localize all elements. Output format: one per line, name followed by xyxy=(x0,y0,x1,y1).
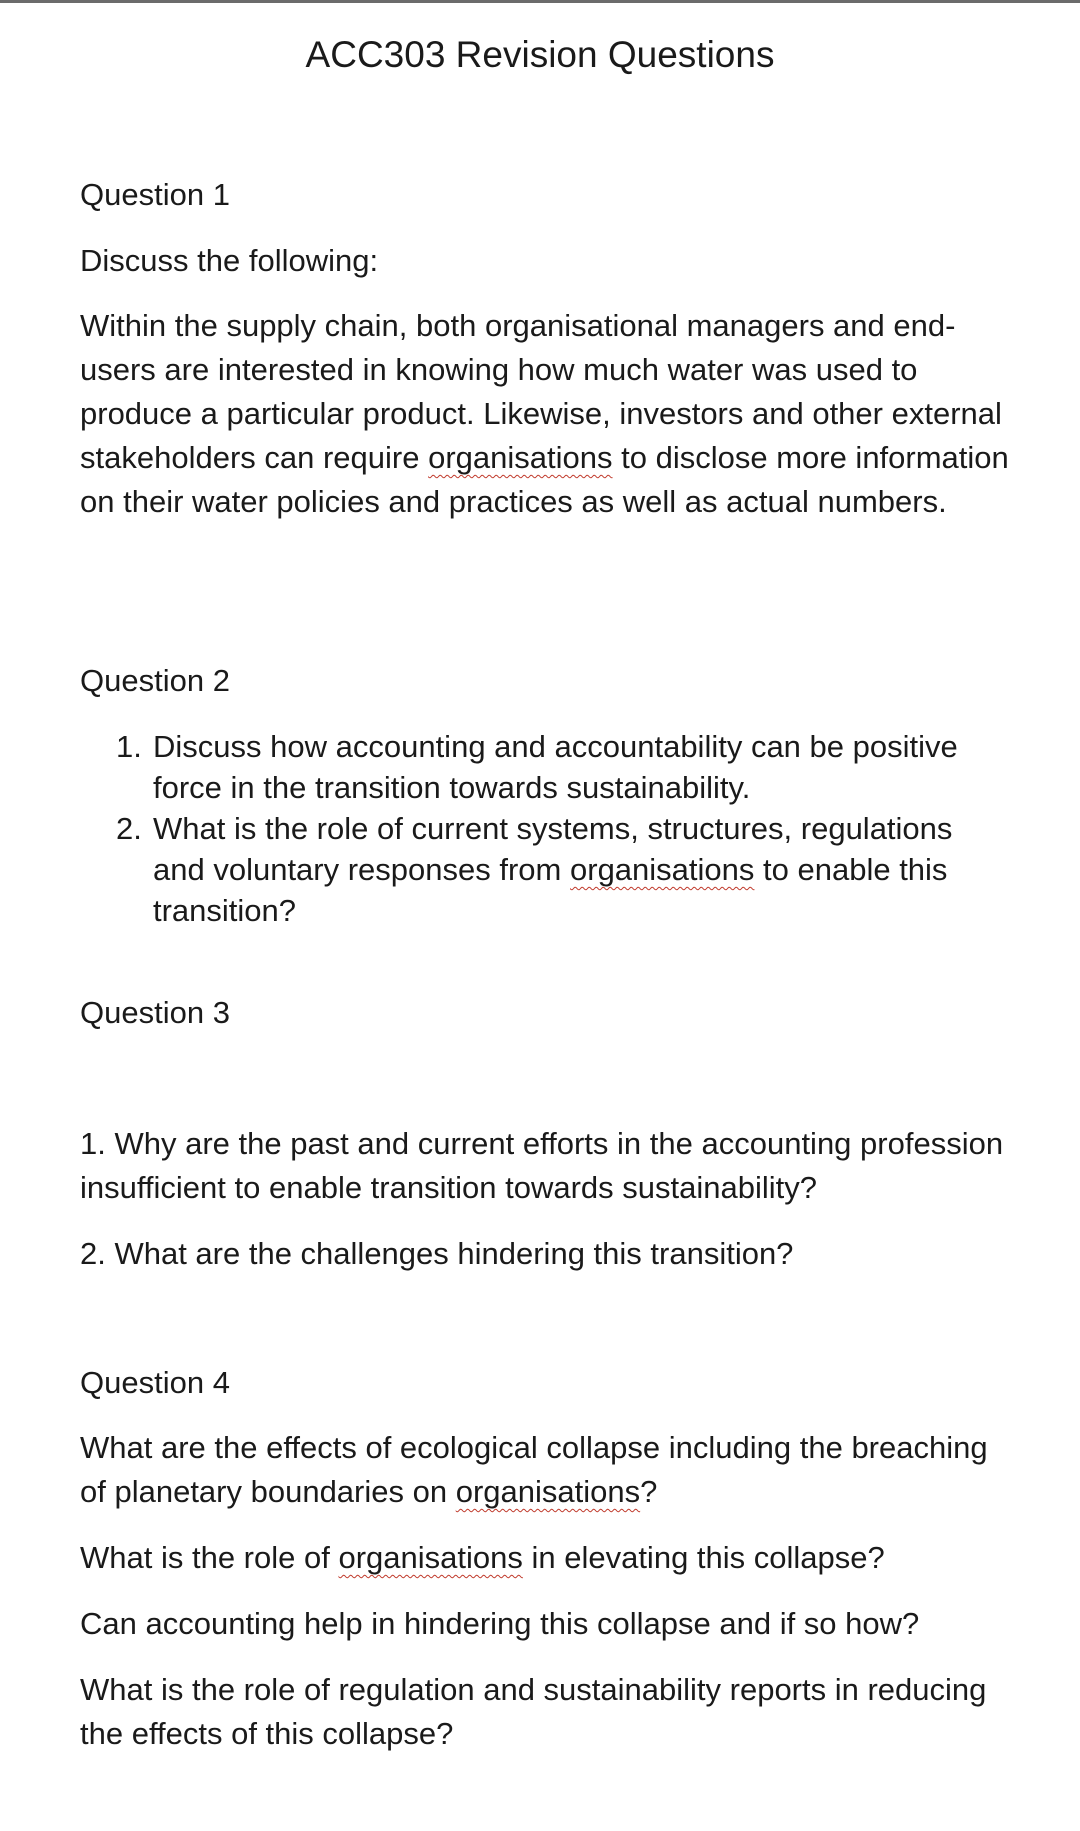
question-1-body xyxy=(80,304,1010,524)
spelling-flag: organisations xyxy=(570,852,755,887)
list-item xyxy=(116,726,996,808)
paragraph-text: ? xyxy=(640,1474,658,1509)
list-item-text: Discuss how accounting and accountability can be positive force in the transition towards sustainability. xyxy=(153,729,958,805)
question-3-heading: Question 3 xyxy=(80,995,230,1030)
list-item xyxy=(116,808,996,931)
spelling-flag: organisations xyxy=(338,1540,523,1575)
list-item-text: What is the role of current systems, structures, regulations and voluntary responses from xyxy=(153,811,953,887)
question-3-item-1: 1. Why are the past and current efforts in the accounting profession insufficient to enable transition towards sustainability? xyxy=(80,1126,1004,1205)
question-1-body-text: to disclose more information on their water policies and practices as well as actual numbers. xyxy=(80,440,1009,519)
question-4-paragraph-3: Can accounting help in hindering this collapse and if so how? xyxy=(80,1606,920,1641)
list-item-number: 1. xyxy=(116,729,142,764)
document-title: ACC303 Revision Questions xyxy=(305,34,775,75)
list-item-text: to enable this transition? xyxy=(153,852,948,928)
list-item-number: 2. xyxy=(116,811,142,846)
paragraph-text: in elevating this collapse? xyxy=(522,1540,885,1575)
question-4-paragraph-4: What is the role of regulation and sustainability reports in reducing the effects of this collapse? xyxy=(80,1672,987,1751)
question-1-intro: Discuss the following: xyxy=(80,243,379,278)
question-4-paragraph-1 xyxy=(80,1426,1010,1514)
paragraph-text: What is the role of xyxy=(80,1540,339,1575)
question-2-heading: Question 2 xyxy=(80,663,230,698)
question-3-item-2: 2. What are the challenges hindering this transition? xyxy=(80,1236,794,1271)
question-1-heading: Question 1 xyxy=(80,177,230,212)
question-4-paragraph-2 xyxy=(80,1536,1010,1580)
question-2-list xyxy=(116,726,996,931)
spelling-flag: organisations xyxy=(455,1474,641,1509)
paragraph-text: What are the effects of ecological collapse including the breaching of planetary boundaries on xyxy=(80,1430,988,1509)
question-1-body-text: Within the supply chain, both organisational managers and end-users are interested in knowing how much water was used to produce a particular product. Likewise, investors and other external stakeholders can require xyxy=(80,308,1002,475)
spelling-flag: organisations xyxy=(428,440,613,475)
question-4-heading: Question 4 xyxy=(80,1365,230,1400)
